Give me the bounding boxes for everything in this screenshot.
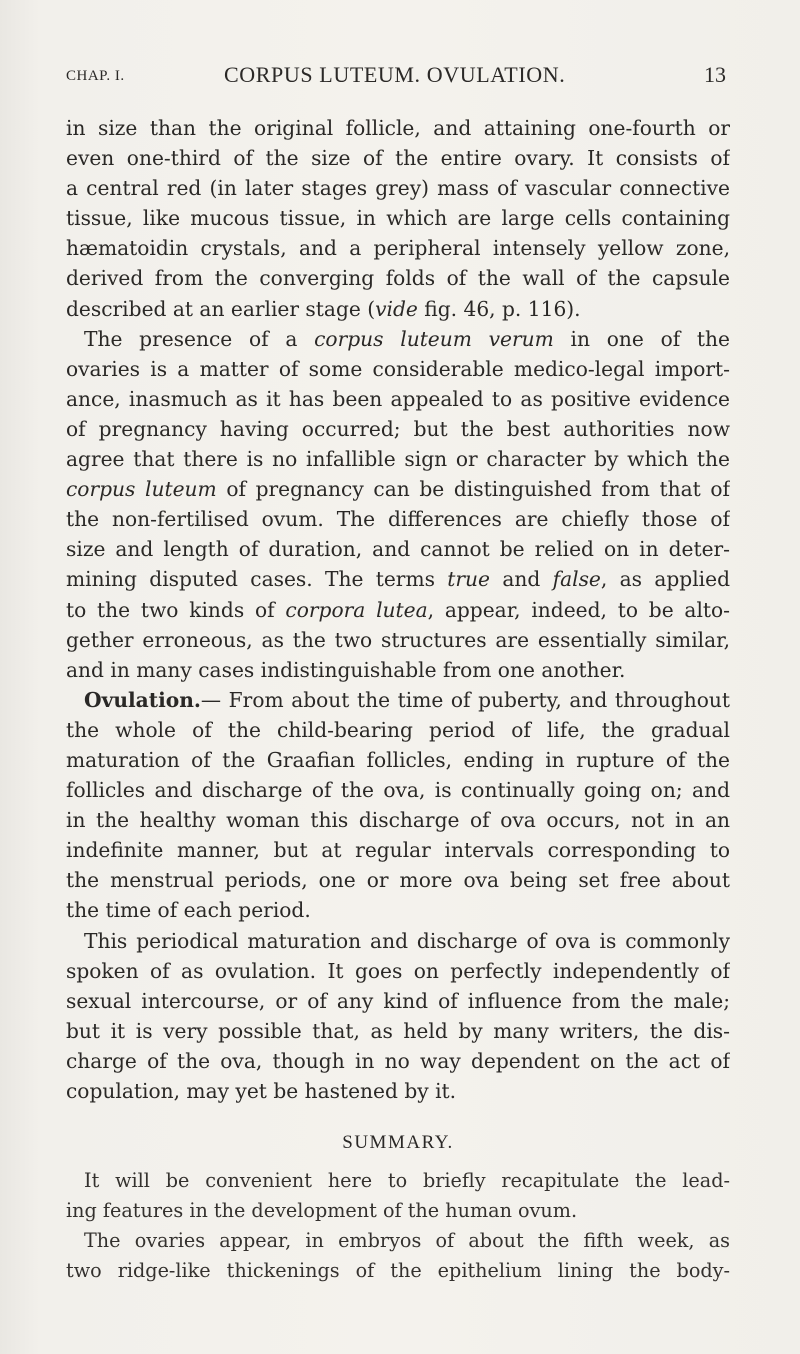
paragraph-summary bbox=[66, 1166, 730, 1286]
page-number: 13 bbox=[704, 62, 726, 87]
chapter-label: CHAP. I. bbox=[66, 68, 125, 84]
text-line: ing features in the development of the human ovum. bbox=[66, 1199, 578, 1223]
text-run: of pregnancy can be distinguished from that of bbox=[216, 477, 730, 502]
italic-term: vide bbox=[375, 296, 418, 321]
text-line: and in many cases indistinguishable from one another. bbox=[66, 657, 626, 682]
running-head bbox=[66, 62, 726, 92]
text-run: mining disputed cases. The terms bbox=[66, 567, 448, 592]
text-line: a central red (in later stages grey) mass of vascular connective bbox=[66, 176, 730, 201]
text-line: the menstrual periods, one or more ova being set free about bbox=[66, 868, 730, 893]
text-line: even one-third of the size of the entire ovary. It consists of bbox=[66, 146, 730, 171]
paragraph-ovulation bbox=[66, 685, 730, 926]
text-run: to the two kinds of bbox=[66, 597, 286, 622]
text-line: gether erroneous, as the two structures are essentially similar, bbox=[66, 627, 730, 652]
section-heading-inline: Ovulation. bbox=[84, 687, 201, 712]
text-run: in one of the bbox=[553, 326, 730, 351]
text-line bbox=[66, 474, 730, 504]
text-line: tissue, like mucous tissue, in which are large cells containing bbox=[66, 206, 730, 231]
text-line: but it is very possible that, as held by many writers, the dis- bbox=[66, 1018, 730, 1043]
text-line: size and length of duration, and cannot be relied on in deter- bbox=[66, 537, 730, 562]
italic-term: false bbox=[552, 567, 601, 592]
text-line: ovaries is a matter of some considerable medico-legal import- bbox=[66, 356, 730, 381]
paragraph-continuation bbox=[66, 113, 730, 324]
text-line: hæmatoidin crystals, and a peripheral intensely yellow zone, bbox=[66, 236, 730, 261]
text-line: in the healthy woman this discharge of ova occurs, not in an bbox=[66, 808, 730, 833]
italic-term: corpora lutea bbox=[285, 597, 428, 622]
text-run: , appear, indeed, to be alto- bbox=[427, 597, 730, 622]
text-line: the non-fertilised ovum. The differences are chiefly those of bbox=[66, 507, 730, 532]
text-line: It will be convenient here to briefly recapitulate the lead- bbox=[84, 1169, 730, 1193]
italic-term: corpus luteum verum bbox=[314, 326, 554, 351]
text-run: The presence of a bbox=[84, 326, 315, 351]
text-run: fig. 46, p. 116). bbox=[417, 296, 581, 321]
text-line: agree that there is no infallible sign or character by which the bbox=[66, 447, 730, 472]
text-run: described at an earlier stage ( bbox=[66, 296, 376, 321]
text-line: The ovaries appear, in embryos of about the fifth week, as bbox=[84, 1229, 730, 1253]
italic-term: corpus luteum bbox=[66, 477, 217, 502]
text-line: follicles and discharge of the ova, is continually going on; and bbox=[66, 778, 730, 803]
running-title: CORPUS LUTEUM. OVULATION. bbox=[224, 62, 566, 87]
text-line bbox=[66, 294, 730, 324]
text-run: , as applied bbox=[600, 567, 730, 592]
paragraph-corpus-luteum bbox=[66, 324, 730, 685]
text-line bbox=[66, 564, 730, 594]
text-run: — From about the time of puberty, and throughout bbox=[200, 687, 730, 712]
text-line: copulation, may yet be hastened by it. bbox=[66, 1079, 457, 1103]
text-line: spoken of as ovulation. It goes on perfectly independently of bbox=[66, 958, 730, 983]
text-line bbox=[66, 595, 730, 625]
italic-term: true bbox=[447, 567, 490, 592]
text-line: the whole of the child-bearing period of life, the gradual bbox=[66, 717, 730, 742]
text-line: This periodical maturation and discharge of ova is commonly bbox=[84, 928, 730, 953]
text-line: maturation of the Graafian follicles, ending in rupture of the bbox=[66, 747, 730, 772]
text-line: in size than the original follicle, and attaining one-fourth or bbox=[66, 116, 730, 140]
text-line: sexual intercourse, or of any kind of influence from the male; bbox=[66, 988, 730, 1013]
body-text bbox=[66, 113, 730, 1286]
text-run: and bbox=[490, 567, 553, 592]
text-line: the time of each period. bbox=[66, 898, 311, 923]
text-line: charge of the ova, though in no way dependent on the act of bbox=[66, 1048, 730, 1073]
text-line: ance, inasmuch as it has been appealed to as positive evidence bbox=[66, 386, 730, 411]
summary-heading: SUMMARY. bbox=[342, 1132, 454, 1154]
text-line bbox=[66, 324, 730, 354]
text-line: derived from the converging folds of the wall of the capsule bbox=[66, 266, 730, 291]
text-line: of pregnancy having occurred; but the best authorities now bbox=[66, 416, 730, 441]
text-line bbox=[66, 685, 730, 715]
paragraph-periodical-maturation bbox=[66, 926, 730, 1107]
text-line: indefinite manner, but at regular intervals corresponding to bbox=[66, 838, 730, 863]
text-line: two ridge-like thickenings of the epithelium lining the body- bbox=[66, 1259, 730, 1283]
